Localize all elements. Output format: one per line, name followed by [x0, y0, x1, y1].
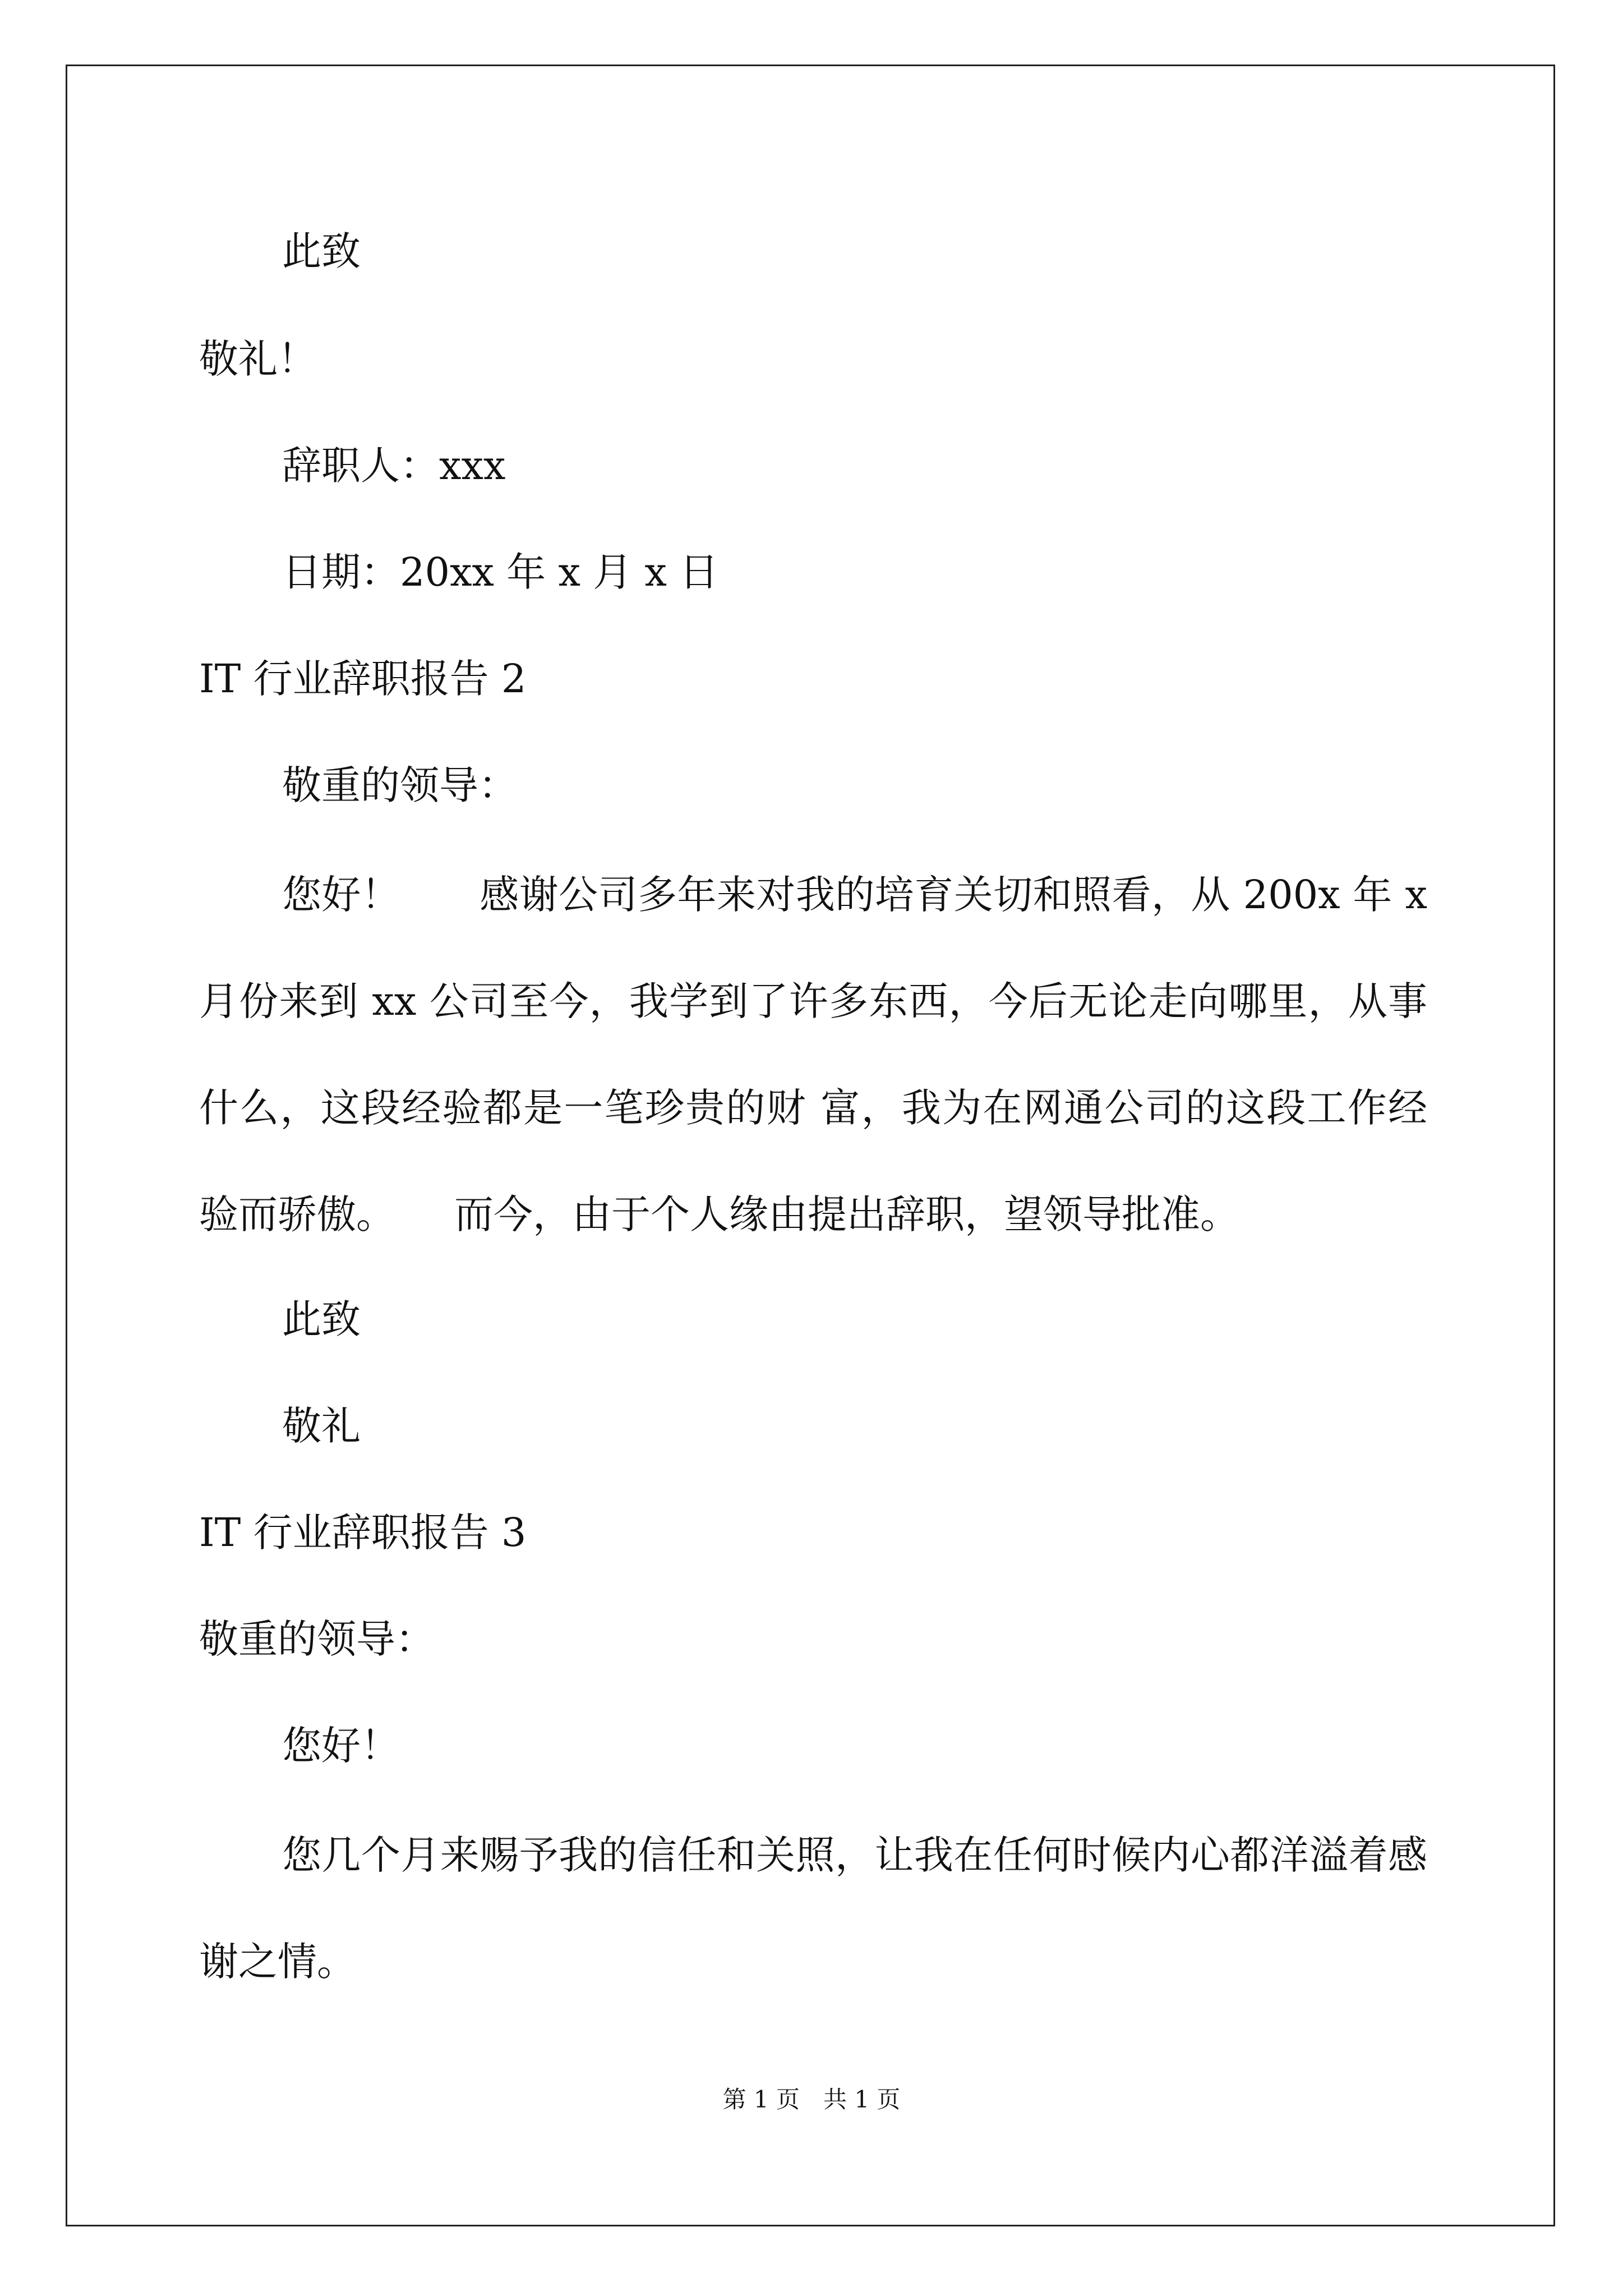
signer-line: 辞职人：xxx	[282, 443, 506, 489]
date-line: 日期：20xx 年 x 月 x 日	[282, 549, 719, 595]
section-heading-3: IT 行业辞职报告 3	[199, 1510, 527, 1556]
hello-line: 您好！	[282, 1723, 400, 1769]
salutation-line: 敬礼	[282, 1403, 361, 1449]
body-paragraph: 您好！ 感谢公司多年来对我的培育关切和照看，从 200x 年 x 月份来到 xx 公司至今，我学到了许多东西，今后无论走向哪里，从事什么，这段经验都是一笔珍贵的财 富，我为在网通公司的这段工作经验而骄傲。 而今，由于个人缘由提出辞职，望领导批准。	[199, 872, 1427, 1237]
salutation-line: 敬礼！	[199, 336, 317, 382]
body-paragraph: 您几个月来赐予我的信任和关照，让我在任何时候内心都洋溢着感谢之情。	[199, 1832, 1427, 1985]
closing-line: 此致	[282, 228, 361, 274]
page-footer: 第 1 页 共 1 页	[722, 2086, 901, 2113]
greeting-line: 敬重的领导：	[199, 1616, 435, 1662]
closing-line: 此致	[282, 1296, 361, 1342]
section-heading-2: IT 行业辞职报告 2	[199, 656, 527, 702]
greeting-line: 敬重的领导：	[282, 762, 518, 808]
